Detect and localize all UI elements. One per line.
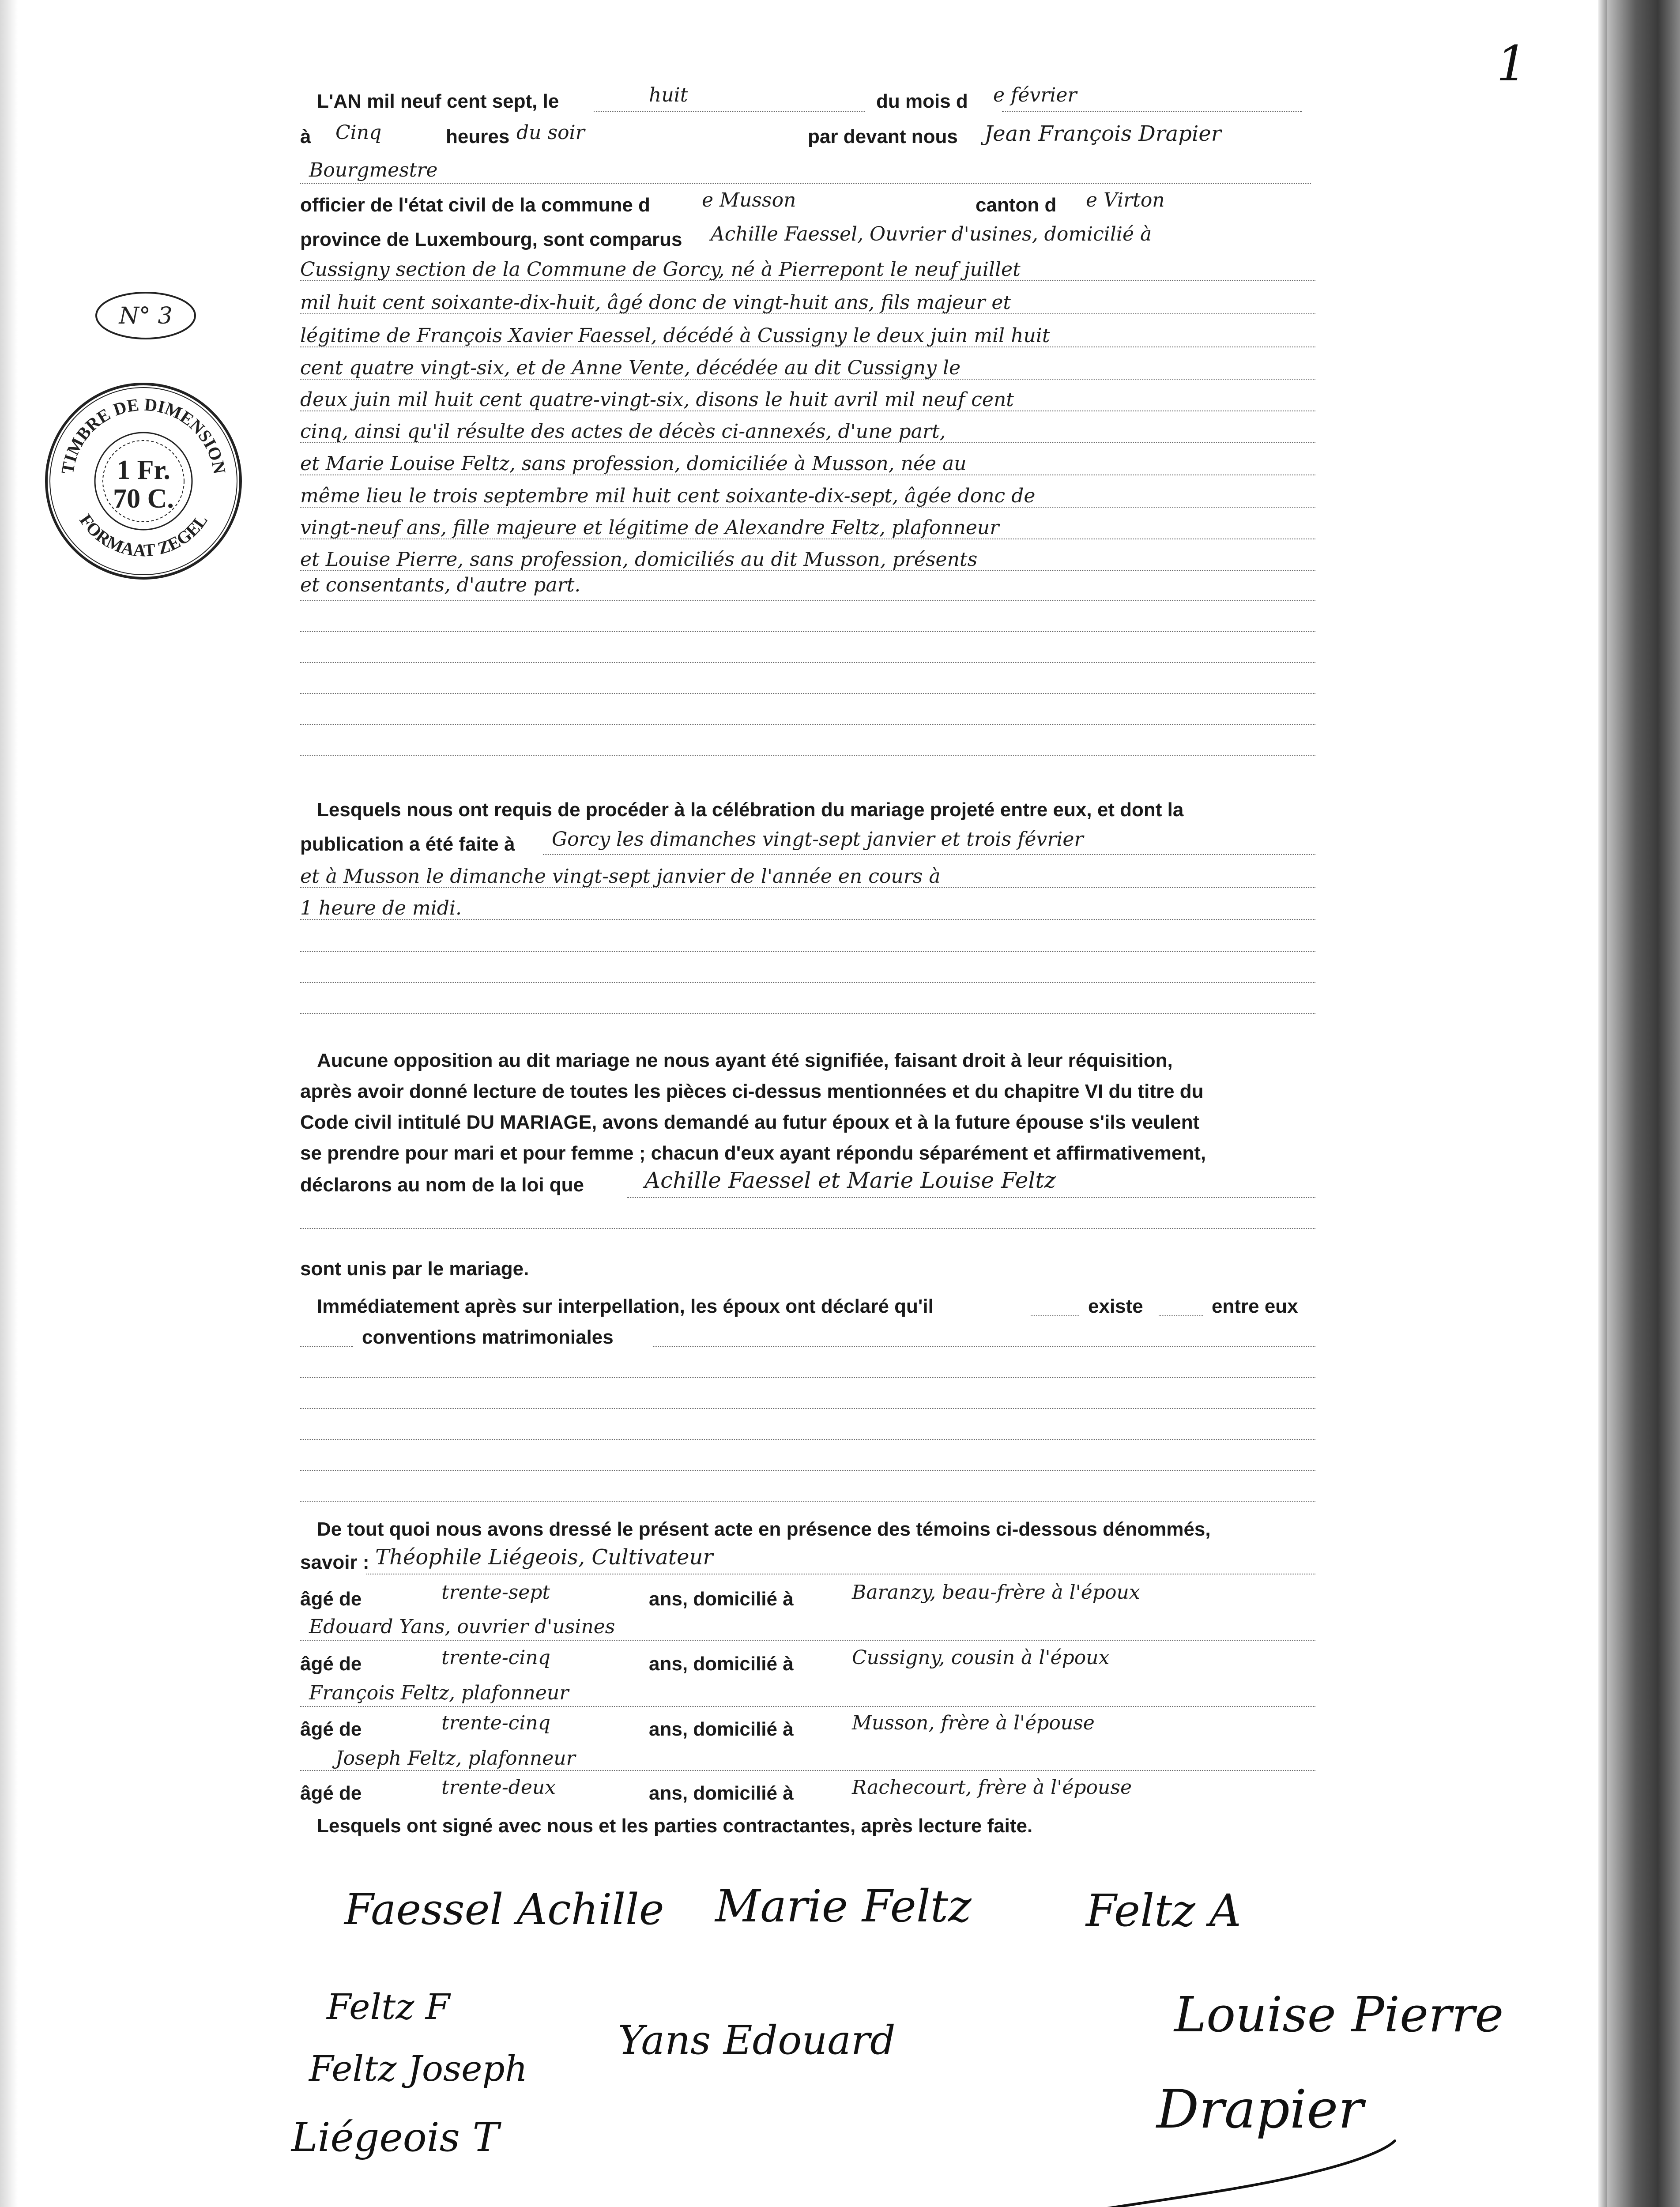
day-value: huit (649, 84, 688, 106)
ans-label: ans, domicilié à (649, 1588, 794, 1610)
temoins-intro: De tout quoi nous avons dressé le présent acte en présence des témoins ci-dessous dénommés, (317, 1518, 1211, 1540)
rule (300, 183, 1311, 184)
officer-title: Bourgmestre (309, 159, 438, 181)
comparant-line: vingt-neuf ans, fille majeure et légitime de Alexandre Feltz, plafonneur (300, 516, 999, 539)
svg-text:FORMAAT ZEGEL (75, 511, 211, 561)
stamp-value-2: 70 C. (113, 484, 174, 514)
stamp-bottom-text: FORMAAT ZEGEL (75, 510, 211, 561)
rule (300, 346, 1315, 347)
comparant-line: et Louise Pierre, sans profession, domiciliés au dit Musson, présents (300, 548, 978, 571)
witness-2-name: Edouard Yans, ouvrier d'usines (309, 1616, 615, 1638)
scan-edge (0, 0, 18, 2207)
canton-value: e Virton (1086, 189, 1165, 211)
conventions-line2: conventions matrimoniales (362, 1326, 614, 1348)
opposition-line6: sont unis par le mariage. (300, 1258, 529, 1280)
rule (300, 1770, 1315, 1771)
ans-label: ans, domicilié à (649, 1653, 794, 1675)
closing-line: Lesquels ont signé avec nous et les parties contractantes, après lecture faite. (317, 1815, 1033, 1837)
comparant-line: mil huit cent soixante-dix-huit, âgé donc de vingt-huit ans, fils majeur et (300, 291, 1011, 314)
rule (300, 724, 1315, 725)
rule (300, 1013, 1315, 1014)
signature-bride: Marie Feltz (715, 1880, 972, 1932)
conventions-line1-c: entre eux (1212, 1296, 1298, 1317)
publication-hand-2: et à Musson le dimanche vingt-sept janvier de l'année en cours à (300, 865, 941, 888)
rule (300, 507, 1315, 508)
opposition-line3: Code civil intitulé DU MARIAGE, avons demandé au futur époux et à la future épouse s'ils veulent (300, 1111, 1200, 1133)
witness-2-age: trente-cinq (441, 1646, 550, 1669)
rule (300, 662, 1315, 663)
book-spine (1607, 0, 1680, 2207)
month-value: e février (993, 84, 1077, 106)
comparant-line: cent quatre vingt-six, et de Anne Vente, décédée au dit Cussigny le (300, 357, 961, 379)
header-line1-start: L'AN mil neuf cent sept, le (317, 90, 559, 112)
conventions-line1-a: Immédiatement après sur interpellation, les époux ont déclaré qu'il (317, 1296, 934, 1317)
comparant-line: deux juin mil huit cent quatre-vingt-six, disons le huit avril mil neuf cent (300, 388, 1014, 411)
opposition-line4: se prendre pour mari et pour femme ; chacun d'eux ayant répondu séparément et affirmativement, (300, 1142, 1206, 1164)
witness-4-age: trente-deux (441, 1776, 556, 1799)
register-number-stamp (93, 289, 199, 342)
rule (300, 313, 1315, 314)
signature-witness-1: Liégeois T (291, 2114, 499, 2161)
rule (300, 1470, 1315, 1471)
rule (300, 631, 1315, 632)
publication-hand-3: 1 heure de midi. (300, 897, 462, 919)
witness-3-residence: Musson, frère à l'épouse (852, 1712, 1095, 1734)
age-label: âgé de (300, 1782, 362, 1804)
publication-line1: Lesquels nous ont requis de procéder à la célébration du mariage projeté entre eux, et dont la (317, 799, 1184, 821)
ans-label: ans, domicilié à (649, 1718, 794, 1740)
devant-label: par devant nous (808, 126, 958, 147)
rule (1031, 1315, 1079, 1316)
signature-witness-2: Yans Edouard (618, 2017, 896, 2064)
opposition-line2: après avoir donné lecture de toutes les pièces ci-dessus mentionnées et du chapitre VI du titre du (300, 1081, 1204, 1102)
comparant-line: légitime de François Xavier Faessel, décédé à Cussigny le deux juin mil huit (300, 324, 1050, 347)
rule (300, 600, 1315, 601)
rule (627, 1197, 1315, 1198)
savoir-label: savoir : (300, 1552, 369, 1573)
comparant-line: et Marie Louise Feltz, sans profession, domiciliée à Musson, née au (300, 452, 967, 475)
stamp-value-1: 1 Fr. (117, 455, 170, 485)
signature-officer: Drapier (1156, 2079, 1364, 2140)
witness-4-residence: Rachecourt, frère à l'épouse (852, 1776, 1132, 1799)
rule (300, 280, 1315, 281)
rule (300, 1640, 1315, 1641)
witness-2-residence: Cussigny, cousin à l'époux (852, 1646, 1110, 1669)
witness-4-name: Joseph Feltz, plafonneur (335, 1747, 576, 1770)
heures-label: heures (446, 126, 510, 147)
opposition-line1: Aucune opposition au dit mariage ne nous ayant été signifiée, faisant droit à leur réquisition, (317, 1050, 1173, 1071)
page-number: 1 (1496, 35, 1527, 92)
comparant-text: Achille Faessel, Ouvrier d'usines, domicilié à (711, 223, 1152, 245)
commune-label: officier de l'état civil de la commune d (300, 194, 650, 216)
rule (300, 379, 1315, 380)
spouses-names: Achille Faessel et Marie Louise Feltz (644, 1168, 1056, 1193)
rule (300, 887, 1315, 888)
age-label: âgé de (300, 1718, 362, 1740)
witness-3-age: trente-cinq (441, 1712, 550, 1734)
stamp-top-text: TIMBRE DE DIMENSION (57, 394, 230, 476)
rule (300, 982, 1315, 983)
rule (300, 1706, 1315, 1707)
rule (300, 1408, 1315, 1409)
comparant-line: Cussigny section de la Commune de Gorcy, né à Pierrepont le neuf juillet (300, 258, 1021, 281)
officer-flourish (1051, 2136, 1404, 2207)
witness-1-age: trente-sept (441, 1581, 550, 1604)
rule (300, 570, 1315, 571)
publication-hand-1: Gorcy les dimanches vingt-sept janvier et trois février (552, 828, 1084, 851)
signature-witness-3: Feltz F (327, 1986, 450, 2027)
age-label: âgé de (300, 1653, 362, 1675)
publication-label: publication a été faite à (300, 833, 515, 855)
rule (543, 854, 1315, 855)
conventions-line1-b: existe (1088, 1296, 1143, 1317)
signature-father: Feltz A (1086, 1885, 1241, 1936)
comparant-line: même lieu le trois septembre mil huit cent soixante-dix-sept, âgée donc de (300, 485, 1036, 507)
register-number: N° 3 (119, 303, 173, 329)
comparant-line: et consentants, d'autre part. (300, 574, 581, 596)
month-label: du mois d (876, 90, 968, 112)
signature-witness-4: Feltz Joseph (309, 2048, 528, 2089)
rule (594, 111, 865, 112)
comparant-line: cinq, ainsi qu'il résulte des actes de décès ci-annexés, d'une part, (300, 420, 946, 443)
commune-value: e Musson (702, 189, 796, 211)
comparus-label: province de Luxembourg, sont comparus (300, 229, 682, 250)
rule (300, 693, 1315, 694)
period-value: du soir (516, 121, 585, 144)
opposition-label: déclarons au nom de la loi que (300, 1174, 584, 1196)
rule (300, 1439, 1315, 1440)
hour-value: Cinq (335, 121, 382, 144)
rule (300, 951, 1315, 952)
witness-1-residence: Baranzy, beau-frère à l'époux (852, 1581, 1140, 1604)
rule (1002, 111, 1302, 112)
canton-label: canton d (976, 194, 1057, 216)
tax-stamp (42, 380, 245, 583)
officer-name: Jean François Drapier (984, 121, 1221, 146)
rule (300, 1501, 1315, 1502)
rule (1159, 1315, 1203, 1316)
hour-prefix: à (300, 126, 311, 147)
rule (300, 1377, 1315, 1378)
rule (300, 919, 1315, 920)
rule (300, 1346, 353, 1347)
rule (300, 1228, 1315, 1229)
rule (653, 1346, 1315, 1347)
rule (300, 442, 1315, 443)
witness-3-name: François Feltz, plafonneur (309, 1682, 569, 1704)
page-edge (1598, 0, 1607, 2207)
rule (300, 755, 1315, 756)
signature-mother: Louise Pierre (1174, 1986, 1504, 2043)
witness-1-name: Théophile Liégeois, Cultivateur (375, 1545, 713, 1570)
ans-label: ans, domicilié à (649, 1782, 794, 1804)
age-label: âgé de (300, 1588, 362, 1610)
signature-groom: Faessel Achille (344, 1885, 664, 1934)
